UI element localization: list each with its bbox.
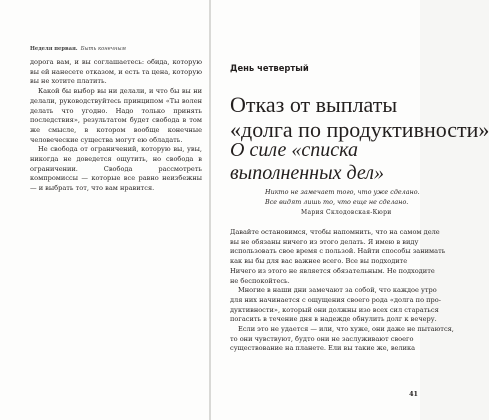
right-page xyxy=(211,0,489,420)
running-head-chapter: Быть конечным xyxy=(80,46,126,52)
body-line: как вы бы для вас важнее всего. Все вы подходите xyxy=(230,257,408,266)
epigraph xyxy=(265,188,420,207)
body-line: то они чувствуют, будто они не заслуживают своего xyxy=(230,334,414,343)
paragraph: Не свобода от ограничений, которую вы, увы, никогда не доведется ощутить, но свобода в ограничении. Свобода рассмотреть компромиссы — которые все равно неизбежны — и выбрать тот, что вам нравится. xyxy=(30,145,202,193)
running-head xyxy=(30,46,126,52)
page-number: 41 xyxy=(409,390,418,398)
chapter-title xyxy=(230,92,489,142)
chapter-title-line: Отказ от выплаты xyxy=(230,92,398,117)
body-line: погасить в течение дня в надежде обнулить долг к вечеру. xyxy=(230,315,437,324)
running-head-part: Неделя первая. xyxy=(30,46,78,52)
paragraph: дорога вам, и вы соглашаетесь: обида, которую вы ей нанесете отказом, и есть та цена, которую вы не хотите платить. xyxy=(30,58,202,86)
paragraph: Какой бы выбор вы ни делали, и что бы вы ни делали, руководствуйтесь принципом «Ты волен делать что угодно. Надо только принять последствия», результатом будет свобода в том же смысле, в котором вообще конечные человеческие существа могут ею обладать. xyxy=(30,87,202,144)
epigraph-author: Мария Склодовская-Кюри xyxy=(301,209,392,216)
body-line: Многие в наши дни замечают за собой, что каждое утро xyxy=(238,286,437,295)
chapter-title-line: «долга по продуктивности» xyxy=(230,117,489,142)
body-line: Ничего из этого не является обязательным. Не подходите xyxy=(230,266,435,275)
chapter-subtitle xyxy=(230,139,430,185)
chapter-subtitle-line: выполненных дел» xyxy=(230,162,384,184)
left-page xyxy=(0,0,209,420)
body-line: дуктивности», который они должны изо всех сил стараться xyxy=(230,305,439,314)
epigraph-line: Все видят лишь то, что еще не сделано. xyxy=(265,197,409,206)
body-line: существование на планете. Ели вы такие же, велика xyxy=(230,344,416,353)
right-body-text xyxy=(230,228,454,354)
chapter-subtitle-line: О силе «списка xyxy=(230,139,359,161)
body-line: Давайте остановимся, чтобы напомнить, что на самом деле xyxy=(230,228,440,236)
body-line: не беспокойтесь. xyxy=(230,276,290,285)
body-line: для них начинается с ощущения своего рода «долга по про- xyxy=(230,295,441,304)
body-line: вы не обязаны ничего из этого делать. Я имею в виду xyxy=(230,237,419,246)
day-label: День четвертый xyxy=(230,63,309,73)
epigraph-line: Никто не замечает того, что уже сделано. xyxy=(265,188,420,196)
body-line: Если это не удается — или, что хуже, они даже не пытаются, xyxy=(238,325,454,334)
body-line: использовать свое время с пользой. Найти способы занимать xyxy=(230,247,446,256)
left-body-text xyxy=(30,58,202,194)
